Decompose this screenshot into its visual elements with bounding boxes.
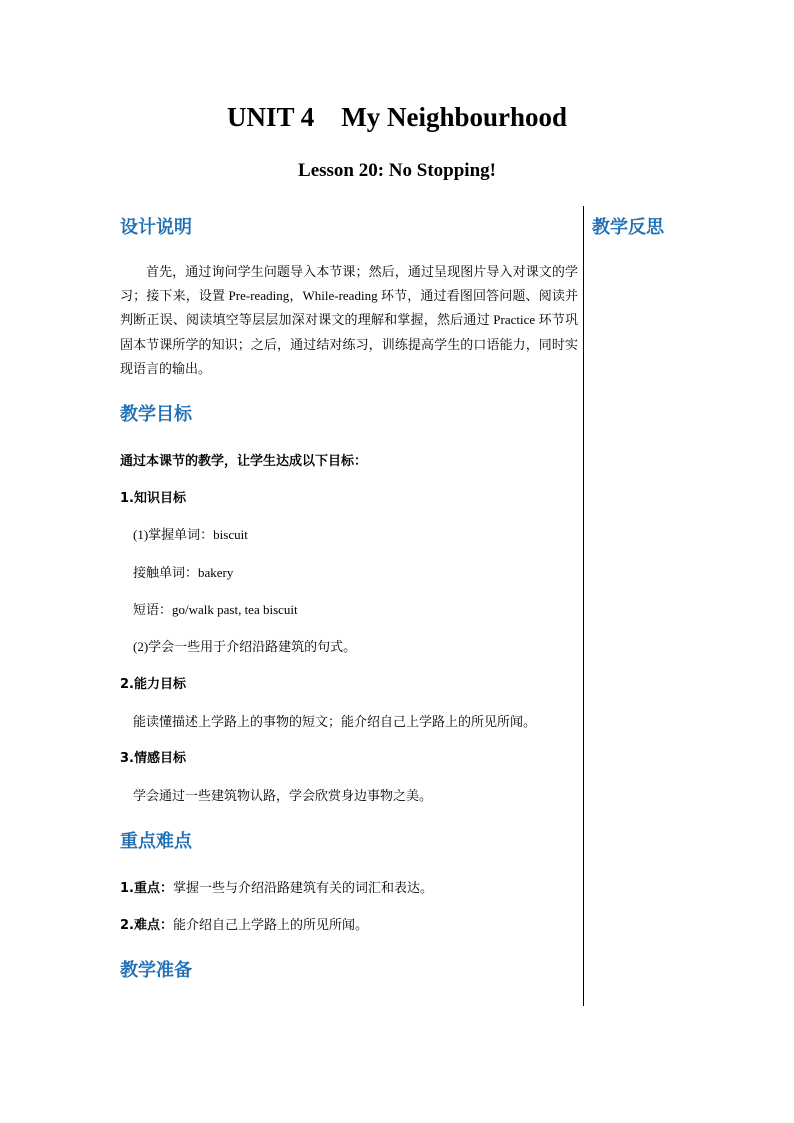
key-points-heading: 重点难点 bbox=[120, 831, 192, 852]
key-point-label: 1.重点： bbox=[120, 881, 173, 896]
goals-heading: 教学目标 bbox=[120, 404, 192, 425]
goals-intro: 通过本课节的教学，让学生达成以下目标： bbox=[120, 454, 368, 469]
lesson-subtitle: Lesson 20: No Stopping! bbox=[298, 160, 496, 181]
difficult-point-label: 2.难点： bbox=[120, 918, 173, 933]
key-point-text: 掌握一些与介绍沿路建筑有关的词汇和表达。 bbox=[172, 880, 433, 895]
difficult-point-line bbox=[120, 915, 368, 936]
emotion-goal-title: 3.情感目标 bbox=[120, 751, 186, 766]
emotion-goal-text: 学会通过一些建筑物认路，学会欣赏身边事物之美。 bbox=[133, 788, 433, 803]
knowledge-goal-title: 1.知识目标 bbox=[120, 491, 186, 506]
page-title: UNIT 4 My Neighbourhood bbox=[226, 102, 568, 132]
knowledge-item: 短语：go/walk past, tea biscuit bbox=[133, 602, 298, 617]
ability-goal-text: 能读懂描述上学路上的事物的短文；能介绍自己上学路上的所见所闻。 bbox=[133, 714, 537, 729]
knowledge-item: (1)掌握单词：biscuit bbox=[133, 527, 248, 542]
key-point-line bbox=[120, 878, 433, 899]
knowledge-item: (2)学会一些用于介绍沿路建筑的句式。 bbox=[133, 639, 357, 654]
reflection-heading: 教学反思 bbox=[592, 217, 664, 238]
design-paragraph: 首先，通过询问学生问题导入本节课；然后，通过呈现图片导入对课文的学习；接下来，设置 Pre-reading，While-reading 环节，通过看图回答问题、阅读并判断正误、阅读填空等层层加深对课文的理解和掌握，然后通过 Practice 环节巩固本节课所学的知识；之后，通过结对练习，训练提高学生的口语能力，同时实现语言的输出。 bbox=[120, 264, 578, 376]
knowledge-item: 接触单词：bakery bbox=[133, 565, 234, 580]
column-divider bbox=[583, 206, 584, 1006]
preparation-heading: 教学准备 bbox=[120, 960, 192, 981]
difficult-point-text: 能介绍自己上学路上的所见所闻。 bbox=[172, 917, 368, 932]
design-heading: 设计说明 bbox=[120, 217, 192, 238]
ability-goal-title: 2.能力目标 bbox=[120, 677, 186, 692]
